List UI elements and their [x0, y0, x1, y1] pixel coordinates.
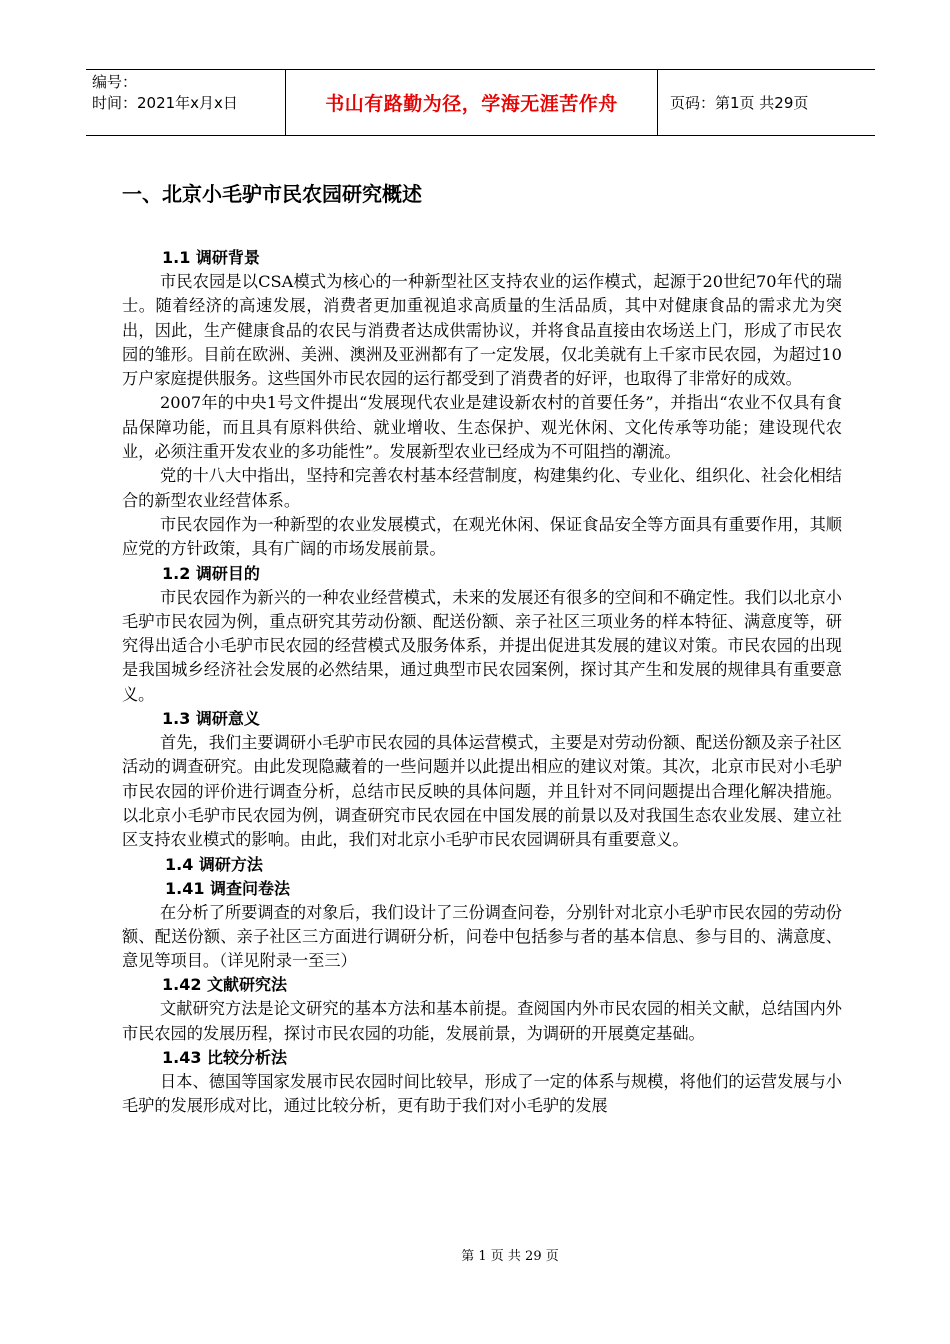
- paragraph: 2007年的中央1号文件提出“发展现代农业是建设新农村的首要任务”，并指出“农业不仅具有食品保障功能，而且具有原料供给、就业增收、生态保护、观光休闲、文化传承等功能；建设现代农业，必须注重开发农业的多功能性”。发展新型农业已经成为不可阻挡的潮流。: [122, 393, 842, 462]
- page-footer: 第 1 页 共 29 页: [461, 1249, 559, 1264]
- section-heading: 1.1 调研背景: [162, 248, 260, 267]
- subsection-heading: 1.42 文献研究法: [162, 975, 288, 995]
- section-heading: 1.2 调研目的: [162, 563, 260, 583]
- paragraph: 首先，我们主要调研小毛驴市民农园的具体运营模式，主要是对劳动份额、配送份额及亲子社区活动的调查研究。由此发现隐藏着的一些问题并以此提出相应的建议对策。其次，北京市民对小毛驴市民农园的评价进行调查分析，总结市民反映的具体问题，并且针对不同问题提出合理化解决措施。以北京小毛驴市民农园为例，调查研究市民农园在中国发展的前景以及对我国生态农业发展、建立社区支持农业模式的影响。由此，我们对北京小毛驴市民农园调研具有重要意义。: [122, 733, 842, 850]
- page-header: [86, 69, 875, 136]
- chapter-title: 一、北京小毛驴市民农园研究概述: [122, 182, 422, 206]
- paragraph: 党的十八大中指出，坚持和完善农村基本经营制度，构建集约化、专业化、组织化、社会化相结合的新型农业经营体系。: [122, 466, 842, 510]
- paragraph: 市民农园作为新兴的一种农业经营模式，未来的发展还有很多的空间和不确定性。我们以北京小毛驴市民农园为例，重点研究其劳动份额、配送份额、亲子社区三项业务的样本特征、满意度等，研究得出适合小毛驴市民农园的经营模式及服务体系，并提出促进其发展的建议对策。市民农园的出现是我国城乡经济社会发展的必然结果，通过典型市民农园案例，探讨其产生和发展的规律具有重要意义。: [122, 587, 842, 704]
- subsection-heading: 1.43 比较分析法: [162, 1048, 288, 1068]
- number-label: 编号：: [92, 73, 138, 91]
- paragraph: 市民农园是以CSA模式为核心的一种新型社区支持农业的运作模式，起源于20世纪70年代的瑞士。随着经济的高速发展，消费者更加重视追求高质量的生活品质，其中对健康食品的需求尤为突出，因此，生产健康食品的农民与消费者达成供需协议，并将食品直接由农场送上门，形成了市民农园的雏形。目前在欧洲、美洲、澳洲及亚洲都有了一定发展，仅北美就有上千家市民农园，为超过10万户家庭提供服务。这些国外市民农园的运行都受到了消费者的好评，也取得了非常好的成效。: [122, 272, 842, 389]
- paragraph: 日本、德国等国家发展市民农园时间比较早，形成了一定的体系与规模，将他们的运营发展与小毛驴的发展形成对比，通过比较分析，更有助于我们对小毛驴的发展: [122, 1072, 842, 1116]
- subsection-heading: 1.41 调查问卷法: [165, 878, 291, 898]
- header-page-info: 页码：第1页 共29页: [670, 94, 809, 112]
- paragraph: 文献研究方法是论文研究的基本方法和基本前提。查阅国内外市民农园的相关文献，总结国内外市民农园的发展历程，探讨市民农园的功能，发展前景，为调研的开展奠定基础。: [122, 999, 842, 1043]
- time-label: 时间：2021年x月x日: [92, 94, 238, 112]
- header-meta: [86, 70, 286, 135]
- paragraph: 在分析了所要调查的对象后，我们设计了三份调查问卷，分别针对北京小毛驴市民农园的劳动份额、配送份额、亲子社区三方面进行调研分析，问卷中包括参与者的基本信息、参与目的、满意度、意见等项目。（详见附录一至三）: [122, 902, 842, 971]
- section-heading: 1.4 调研方法: [165, 854, 263, 874]
- header-motto: 书山有路勤为径，学海无涯苦作舟: [286, 70, 658, 135]
- document-body: [122, 180, 842, 1119]
- paragraph: 市民农园作为一种新型的农业发展模式，在观光休闲、保证食品安全等方面具有重要作用，其顺应党的方针政策，具有广阔的市场发展前景。: [122, 514, 842, 559]
- section-heading: 1.3 调研意义: [162, 709, 260, 729]
